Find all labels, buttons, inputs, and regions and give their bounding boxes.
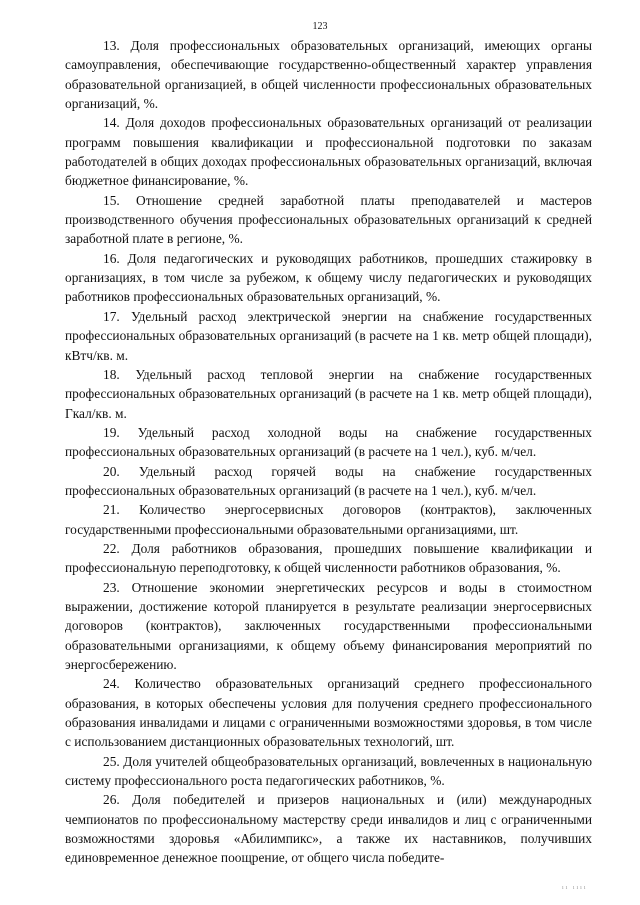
list-item: 20. Удельный расход горячей воды на снабжение государственных профессиональных образовательных организаций (в расчете на 1 чел.), куб. м/чел. bbox=[65, 463, 592, 498]
list-item: 26. Доля победителей и призеров национальных и (или) международных чемпионатов по профессиональному мастерству среди инвалидов и лиц с ограниченными возможностями здоровья «Абилимпикс», а также их наставников, получивших единовременное денежное поощрение, от общего числа победите- bbox=[65, 792, 592, 866]
list-item: 19. Удельный расход холодной воды на снабжение государственных профессиональных образовательных организаций (в расчете на 1 чел.), куб. м/чел. bbox=[65, 424, 592, 460]
footer-mark: ıı ıııı bbox=[562, 885, 588, 891]
list-item: 17. Удельный расход электрической энергии на снабжение государственных профессиональных образовательных организаций (в расчете на 1 кв. метр общей площади), кВтч/кв. м. bbox=[65, 308, 592, 363]
list-item: 13. Доля профессиональных образовательных организаций, имеющих органы самоуправления, обеспечивающие государственно-общественный характер управления образовательной организацией, в общей численности профессиональных образовательных организаций, %. bbox=[65, 38, 592, 112]
list-item: 25. Доля учителей общеобразовательных организаций, вовлеченных в национальную систему профессионального роста педагогических работников, %. bbox=[65, 753, 592, 789]
list-item: 24. Количество образовательных организаций среднего профессионального образования, в которых обеспечены условия для получения среднего профессионального образования инвалидами и лицами с ограниченными возможностями здоровья, в том числе с использованием дистанционных образовательных технологий, шт. bbox=[65, 676, 592, 750]
list-item: 15. Отношение средней заработной платы преподавателей и мастеров производственного обучения профессиональных образовательных организаций к средней заработной плате в регионе, %. bbox=[65, 192, 592, 247]
list-item: 22. Доля работников образования, прошедших повышение квалификации и профессиональную переподготовку, к общей численности работников образования, %. bbox=[65, 540, 592, 576]
page-number: 123 bbox=[312, 21, 328, 32]
document-body bbox=[65, 36, 592, 868]
list-item: 21. Количество энергосервисных договоров (контрактов), заключенных государственными профессиональными образовательными организациями, шт. bbox=[65, 502, 592, 537]
list-item: 18. Удельный расход тепловой энергии на снабжение государственных профессиональных образовательных организаций (в расчете на 1 кв. метр общей площади), Гкал/кв. м. bbox=[65, 366, 592, 421]
list-item: 23. Отношение экономии энергетических ресурсов и воды в стоимостном выражении, достижение которой планируется в результате реализации энергосервисных договоров (контрактов), заключенных государственными профессиональными образовательными организациями, к общему объему финансирования мероприятий по энергосбережению. bbox=[65, 579, 592, 672]
list-item: 16. Доля педагогических и руководящих работников, прошедших стажировку в организациях, в том числе за рубежом, к общему числу педагогических и руководящих работников профессиональных образовательных организаций, %. bbox=[65, 250, 592, 305]
list-item: 14. Доля доходов профессиональных образовательных организаций от реализации программ повышения квалификации и профессиональной подготовки по заказам работодателей в общих доходах профессиональных образовательных организаций, включая бюджетное финансирование, %. bbox=[65, 115, 592, 189]
